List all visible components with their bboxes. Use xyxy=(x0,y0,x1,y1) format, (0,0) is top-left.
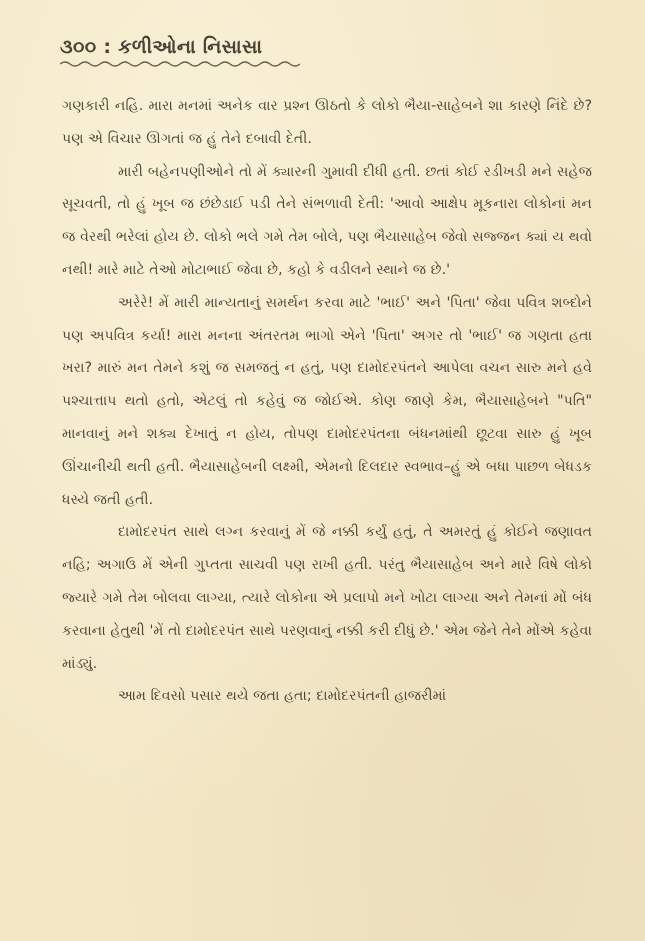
paragraph: અરેરે! મેં મારી માન્યતાનું સમર્થન કરવા માટે 'ભાઈ' અને 'પિતા' જેવા પવિત્ર શબ્દોને પણ અપવિત્ર કર્યા! મારા મનના અંતરતમ ભાગો એને 'પિતા' અગર તો 'ભાઈ' જ ગણતા હતા ખરા? મારું મન તેમને કશું જ સમજતું ન હતું, પણ દામોદરપંતને આપેલા વચન સારુ મને હવે પશ્ચાત્તાપ થતો હતો, એટલું તો કહેવું જ જોઈએ. કોણ જાણે કેમ, ભૈયાસાહેબને "પતિ" માનવાનું મને શક્ય દેખાતું ન હોય, તોપણ દામોદરપંતના બંધનમાંથી છૂટવા સારુ હું ખૂબ ઊંચાનીચી થતી હતી. ભૈયાસાહેબની લક્ષ્મી, એમનો દિલદાર સ્વભાવ–હું એ બધા પાછળ બેધડક ધસ્યે જતી હતી. xyxy=(62,294,592,508)
paragraph: આમ દિવસો પસાર થયે જતા હતા; દામોદરપંતની હાજરીમાં xyxy=(118,688,447,705)
running-head: ૩૦૦ : કળીઓના નિસાસા xyxy=(60,36,263,58)
paragraph: મારી બહેનપણીઓને તો મેં ક્યારની ગુમાવી દીધી હતી. છતાં કોઈ રડીખડી મને સહેજ સૂચવતી, તો હું ખૂબ જ છંછેડાઈ પડી તેને સંભળાવી દેતી: 'આવો આક્ષેપ મૂકનારા લોકોનાં મન જ વેરથી ભરેલાં હોય છે. લોકો ભલે ગમે તેમ બોલે, પણ ભૈયાસાહેબ જેવો સજ્જન ક્યાં ય થવો નથી! મારે માટે તેઓ મોટાભાઈ જેવા છે, કહો કે વડીલને સ્થાને જ છે.' xyxy=(62,163,592,278)
paragraph: દામોદરપંત સાથે લગ્ન કરવાનું મેં જે નક્કી કર્યું હતું, તે અમરતું હું કોઈને જણાવત નહિ; અગાઉ મેં એની ગુપ્તતા સાચવી પણ રાખી હતી. પરંતુ ભૈયાસાહેબ અને મારે વિષે લોકો જ્યારે ગમે તેમ બોલવા લાગ્યા, ત્યારે લોકોના એ પ્રલાપો મને ખોટા લાગ્યા અને તેમનાં મોં બંધ કરવાના હેતુથી 'મેં તો દામોદરપંત સાથે પરણવાનું નક્કી કરી દીધું છે.' એમ જેને તેને મોંએ કહેવા માંડ્યું. xyxy=(62,524,592,672)
wavy-rule-ornament xyxy=(60,60,300,68)
body-text xyxy=(62,90,592,713)
paragraph-continued: ગણકારી નહિ. મારા મનમાં અનેક વાર પ્રશ્ન ઊઠતો કે લોકો ભૈયા-સાહેબને શા કારણે નિંદે છે? પણ એ વિચાર ઊગતાં જ હું તેને દબાવી દેતી. xyxy=(62,98,592,147)
